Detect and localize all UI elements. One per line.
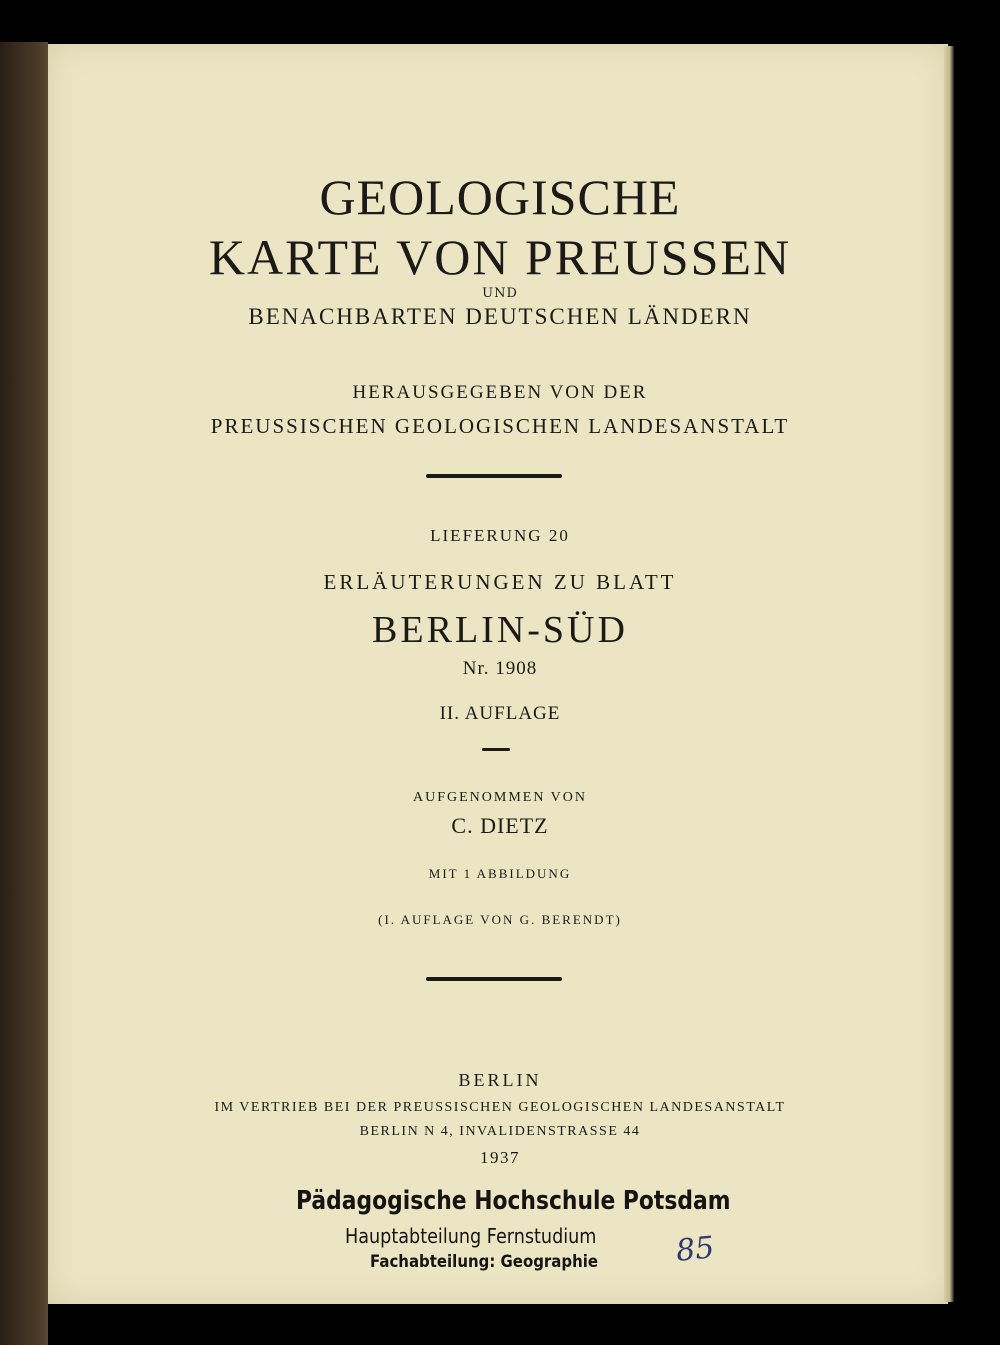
handwritten-number: 85 [674, 1230, 716, 1269]
sheet-number: Nr. 1908 [462, 658, 538, 679]
imprint-year: 1937 [480, 1148, 520, 1167]
title-line-1: GEOLOGISCHE [319, 169, 681, 225]
author-name: C. DIETZ [451, 813, 549, 838]
imprint-distribution: IM VERTRIEB BEI DER PREUSSISCHEN GEOLOGISCHEN LANDESANSTALT [214, 1100, 786, 1115]
delivery-number: LIEFERUNG 20 [430, 526, 570, 545]
title-line-4: BENACHBARTEN DEUTSCHEN LÄNDERN [248, 304, 752, 329]
imprint-address: BERLIN N 4, INVALIDENSTRASSE 44 [359, 1124, 641, 1139]
first-edition-note: (I. AUFLAGE VON G. BERENDT) [378, 912, 622, 927]
title-line-2: KARTE VON PREUSSEN [208, 229, 792, 285]
title-line-3: UND [482, 286, 518, 301]
recorded-by-label: AUFGENOMMEN VON [412, 790, 588, 805]
library-stamp-line-3: Fachabteilung: Geographie [370, 1252, 599, 1272]
divider-rule-bottom [426, 977, 562, 981]
publisher-line-2: PREUSSISCHEN GEOLOGISCHEN LANDESANSTALT [210, 414, 790, 438]
publisher-line-1: HERAUSGEGEBEN VON DER [352, 382, 648, 403]
divider-rule-top [426, 474, 562, 478]
figures-note: MIT 1 ABBILDUNG [428, 866, 572, 881]
imprint-city: BERLIN [458, 1070, 542, 1090]
library-stamp-line-1: Pädagogische Hochschule Potsdam [296, 1186, 731, 1216]
edition-label: II. AUFLAGE [439, 703, 561, 724]
explanations-heading: ERLÄUTERUNGEN ZU BLATT [323, 570, 677, 594]
sheet-name: BERLIN-SÜD [372, 609, 628, 651]
divider-rule-short [482, 748, 510, 751]
library-stamp-line-2: Hauptabteilung Fernstudium [345, 1224, 597, 1248]
